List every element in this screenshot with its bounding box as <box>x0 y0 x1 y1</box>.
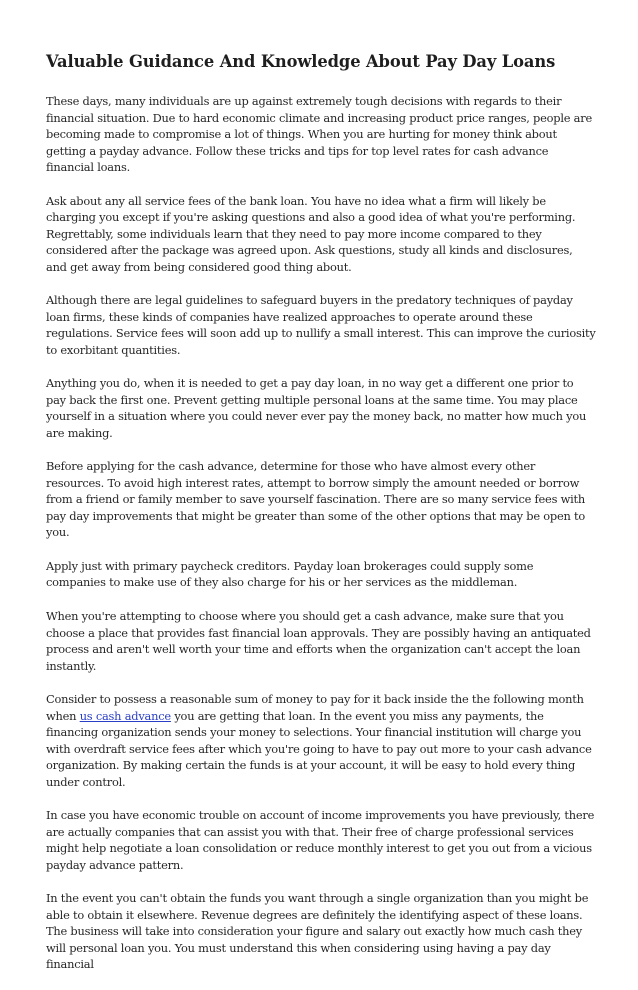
paragraph-8-before: Consider to possess a reasonable sum of money to pay for it back inside the the following month when <box>46 692 584 723</box>
paragraph-6: Apply just with primary paycheck creditors. Payday loan brokerages could supply some companies to make use of they also charge for his or her services as the middleman. <box>46 558 534 590</box>
paragraph-8 <box>46 691 596 790</box>
paragraph-4: Anything you do, when it is needed to get a pay day loan, in no way get a different one prior to pay back the first one. Prevent getting multiple personal loans at the same time. You may place yourself in a situation where you could never ever pay the money back, no matter how much you are making. <box>46 376 587 440</box>
paragraph-7: When you're attempting to choose where you should get a cash advance, make sure that you choose a place that provides fast financial loan approvals. They are possibly having an antiquated process and aren't well worth your time and efforts when the organization can't accept the loan instantly. <box>46 609 591 673</box>
paragraph-9: In case you have economic trouble on account of income improvements you have previously, there are actually companies that can assist you with that. Their free of charge professional services might help negotiate a loan consolidation or reduce monthly interest to get you out from a vicious payday advance pattern. <box>46 808 595 872</box>
document-page <box>46 52 596 990</box>
paragraph-8-after: you are getting that loan. In the event you miss any payments, the financing organization sends your money to selections. Your financial institution will charge you with overdraft service fees after which you're going to have to pay out more to your cash advance organization. By making certain the funds is at your account, it will be easy to hold every thing under control. <box>46 708 592 789</box>
paragraph-2: Ask about any all service fees of the bank loan. You have no idea what a firm will likely be charging you except if you're asking questions and also a good idea of what you're performing. Regrettably, some individuals learn that they need to pay more income compared to they considered after the package was agreed upon. Ask questions, study all kinds and disclosures, and get away from being considered good thing about. <box>46 193 576 274</box>
paragraph-1: These days, many individuals are up against extremely tough decisions with regards to their financial situation. Due to hard economic climate and increasing product price ranges, people are becoming made to compromise a lot of things. When you are hurting for money think about getting a payday advance. Follow these tricks and tips for top level rates for cash advance financial loans. <box>46 94 592 174</box>
paragraph-10: In the event you can't obtain the funds you want through a single organization than you might be able to obtain it elsewhere. Revenue degrees are definitely the identifying aspect of these loans. The business will take into consideration your figure and salary out exactly how much cash they will personal loan you. You must understand this when considering using having a pay day financial <box>46 891 589 972</box>
cash-advance-link[interactable]: us cash advance <box>79 708 171 723</box>
page-title: Valuable Guidance And Knowledge About Pay Day Loans <box>46 52 556 71</box>
paragraph-5: Before applying for the cash advance, determine for those who have almost every other resources. To avoid high interest rates, attempt to borrow simply the amount needed or borrow from a friend or family member to save yourself fascination. There are so many service fees with pay day improvements that might be greater than some of the other options that may be open to you. <box>46 459 586 540</box>
paragraph-3: Although there are legal guidelines to safeguard buyers in the predatory techniques of payday loan firms, these kinds of companies have realized approaches to operate around these regulations. Service fees will soon add up to nullify a small interest. This can improve the curiosity to exorbitant quantities. <box>46 293 596 357</box>
